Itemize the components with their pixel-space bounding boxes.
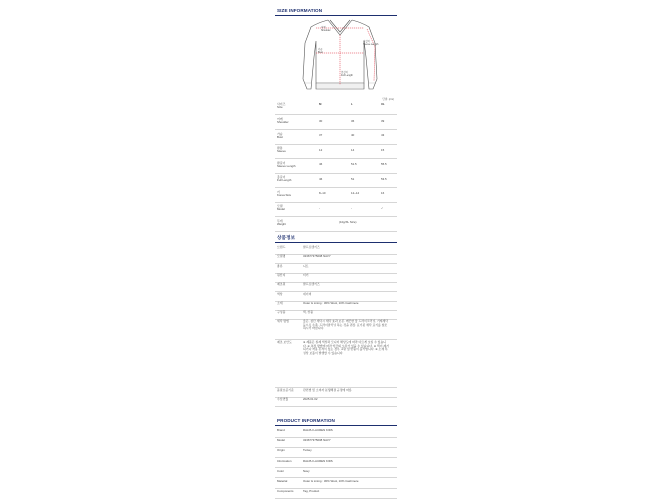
kr-row-value: 택, 상품 bbox=[303, 310, 313, 314]
size-cell: 55.5 bbox=[381, 162, 387, 166]
product-detail-page bbox=[275, 0, 397, 500]
kr-row-value: 관련법 및 소비자 분쟁해결 규정에 따름 bbox=[303, 388, 352, 392]
en-row-label: Brand bbox=[277, 428, 285, 432]
kr-row-value: ※ 제품은 실제 색상과 모니터 해상도에 따라 다르게 보일 수 있습니다. ※ 측정 방법에 따라 약간의 오차가 있을 수 있습니다. ※ 택이 제거되거나 착용 흔적이 있는 경우 교환 및 반품이 불가합니다. ※ 소재 특성상 보풀이 발생할 수 있습니다. bbox=[303, 340, 389, 355]
kr-row-label: 소재 bbox=[277, 301, 283, 305]
en-row-label: Model bbox=[277, 438, 285, 443]
size-cell: 51.5 bbox=[351, 162, 357, 166]
product-en-title: PRODUCT INFORMATION bbox=[277, 418, 335, 423]
size-cell: 12 bbox=[319, 147, 323, 152]
size-cell: 46 bbox=[319, 176, 323, 181]
size-cell: - bbox=[319, 205, 320, 210]
sweater-diagram bbox=[301, 17, 379, 93]
product-kr-rule bbox=[275, 242, 397, 243]
kr-row-value: 랄프로렌키즈 bbox=[303, 245, 320, 249]
product-kr-title: 상품정보 bbox=[277, 235, 296, 240]
kr-row-value: 울은, 섬단 세탁시 세탁 효과 보존. 깨끗한 물 드라이크리닝, 기계세탁 등으로 수축. 드라이클리닝 하는 것을 권장. 표기된 세탁 표기를 참조하시기 바랍니다. bbox=[303, 319, 389, 331]
kr-row-value: 네이비 bbox=[303, 292, 312, 296]
en-row-value: Tag, Product bbox=[303, 489, 320, 494]
kr-row-label: 세탁 방법 bbox=[277, 319, 289, 323]
kr-row-value: 랄프로렌키즈 bbox=[303, 282, 320, 286]
en-row-value: RALPH LAUREN KIDS bbox=[303, 428, 333, 432]
size-header-label: 사이즈 Size bbox=[277, 102, 286, 110]
size-cell: 53.5 bbox=[381, 176, 387, 181]
size-cell: - bbox=[351, 205, 352, 210]
size-row-label: 가슴 Bust bbox=[277, 131, 283, 139]
en-row-label: Color bbox=[277, 468, 284, 473]
size-info-title: SIZE INFORMATION bbox=[277, 8, 323, 13]
en-row-label: Material bbox=[277, 479, 288, 483]
size-cell: 8~10 bbox=[319, 191, 326, 195]
size-unit: 단위: (cm) bbox=[382, 98, 394, 101]
size-header-xl: XL bbox=[381, 102, 385, 106]
size-cell: 16 bbox=[381, 191, 385, 195]
size-cell: 40 bbox=[351, 133, 355, 137]
size-row-label: 모델 Model bbox=[277, 204, 285, 212]
en-row-label: Origin bbox=[277, 448, 285, 453]
size-cell: ✓ bbox=[381, 205, 384, 210]
size-cell: 14 bbox=[351, 147, 355, 152]
kr-row-label: 모델명 bbox=[277, 254, 286, 258]
size-cell: 30 bbox=[319, 118, 323, 123]
size-cell: 39 bbox=[381, 118, 385, 123]
kr-row-label: 제조원 bbox=[277, 282, 286, 286]
kr-row-label: 제조 보안도 bbox=[277, 340, 292, 344]
kr-row-value: 323677375008 NAVY bbox=[303, 254, 331, 258]
kr-row-label: 색상 bbox=[277, 292, 283, 296]
size-row-label: 총길이 Full Length bbox=[277, 175, 292, 183]
size-cell: 12~14 bbox=[351, 191, 360, 195]
size-cell: 43 bbox=[381, 133, 385, 137]
en-row-value: Turkey bbox=[303, 448, 312, 453]
product-en-rule bbox=[275, 425, 397, 426]
kr-row-label: 수입연월 bbox=[277, 397, 289, 401]
kr-row-value: 니트 bbox=[303, 264, 309, 268]
size-cell: 46 bbox=[319, 162, 323, 166]
weight-label: 무게 Weight bbox=[277, 218, 286, 226]
size-row-label: 어깨 Shoulder bbox=[277, 117, 289, 125]
size-row-label: 키 Korea Size bbox=[277, 189, 292, 197]
diagram-label-shoulder: 어깨 Shoulder bbox=[321, 26, 331, 33]
kr-row-label: 품질보증기준 bbox=[277, 388, 294, 392]
size-cell: 51 bbox=[351, 176, 355, 181]
en-row-label: Information bbox=[277, 458, 292, 463]
diagram-label-length: 총길이 Full Length bbox=[341, 71, 353, 78]
en-row-label: Components bbox=[277, 489, 294, 494]
weight-value: (10g/XL Size) bbox=[339, 220, 357, 224]
kr-row-value: 2025.01.02 bbox=[303, 397, 318, 401]
size-cell: 37 bbox=[319, 133, 323, 137]
size-header-m: M bbox=[319, 102, 322, 106]
en-row-value: RALPH LAUREN KIDS bbox=[303, 458, 333, 463]
en-row-value: Navy bbox=[303, 468, 310, 473]
diagram-label-sleeve: 팔길이 Sleeve Length bbox=[363, 40, 379, 47]
en-row-value: Outer & Lining : 30% Wool, 10% Cashmere bbox=[303, 479, 359, 483]
size-header-l: L bbox=[351, 102, 353, 106]
diagram-label-chest: 가슴 Bust bbox=[318, 48, 323, 55]
kr-row-label: 브랜드 bbox=[277, 245, 286, 249]
kr-row-label: 원산지 bbox=[277, 273, 286, 277]
en-row-value: 323677375008 NAVY bbox=[303, 438, 331, 443]
size-cell: 36 bbox=[351, 118, 355, 123]
size-row-label: 팔길이 Sleeve Length bbox=[277, 160, 296, 168]
kr-row-label: 종류 bbox=[277, 264, 283, 268]
kr-row-value: 터키 bbox=[303, 273, 309, 277]
kr-row-value: Outer & Lining : 30% Wool, 10% Cashmere bbox=[303, 301, 359, 305]
size-info-rule bbox=[275, 15, 397, 16]
size-cell: 15 bbox=[381, 147, 385, 152]
size-row-label: 팔통 Sleeve bbox=[277, 146, 286, 154]
kr-row-label: 구성품 bbox=[277, 310, 286, 314]
